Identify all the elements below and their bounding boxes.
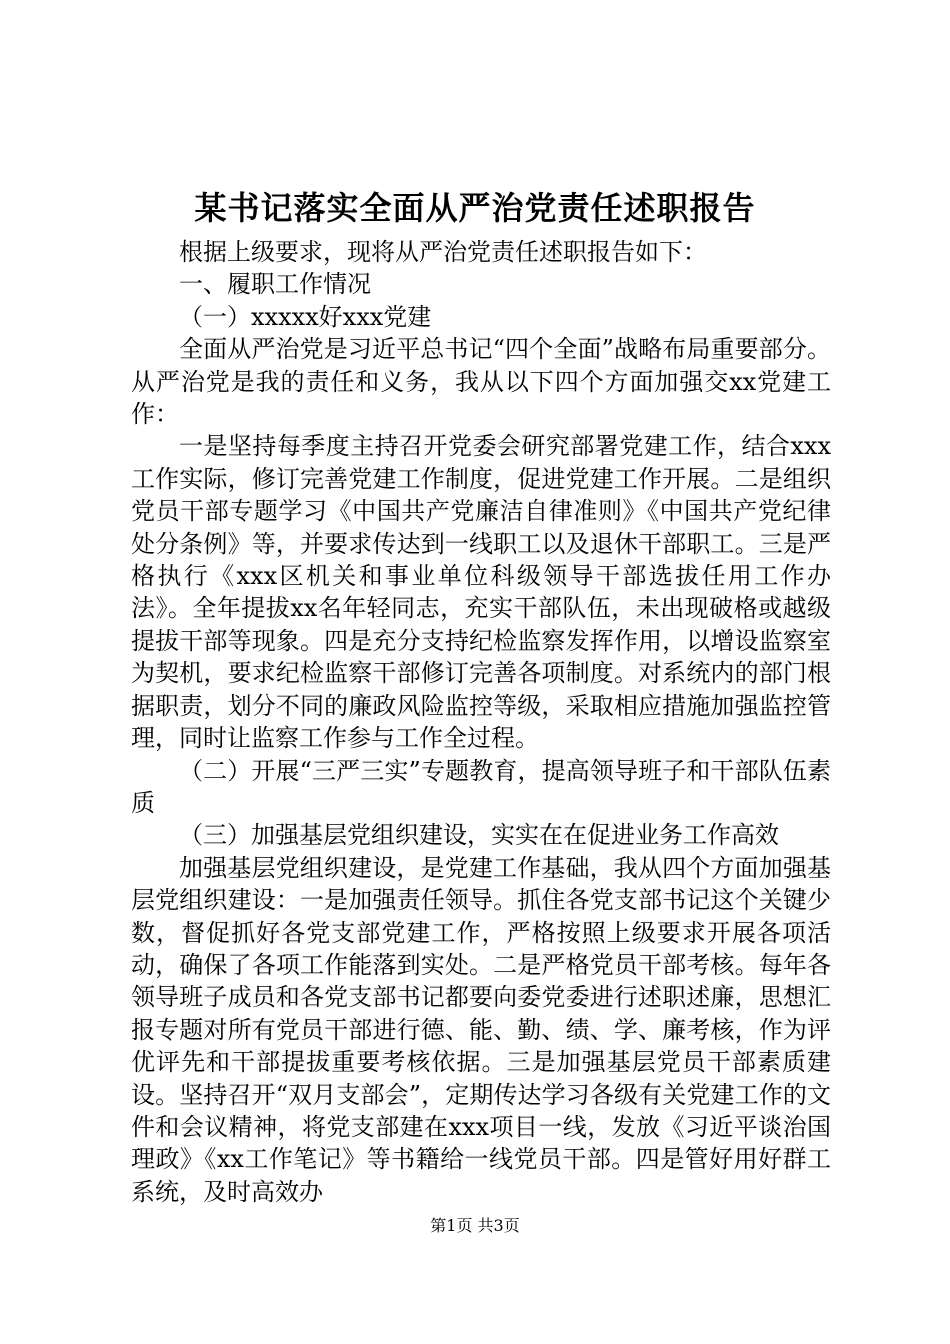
page-number: 第1页 共3页 [430,1216,520,1235]
document-body [131,236,831,1208]
section-heading: 一、履职工作情况 [179,270,371,299]
document-title: 某书记落实全面从严治党责任述职报告 [194,189,756,227]
body-paragraph: 全面从严治党是习近平总书记“四个全面”战略布局重要部分。从严治党是我的责任和义务，我从以下四个方面加强交xx党建工作： [131,335,831,429]
body-paragraph: 加强基层党组织建设，是党建工作基础，我从四个方面加强基层党组织建设：一是加强责任领导。抓住各党支部书记这个关键少数，督促抓好各党支部党建工作，严格按照上级要求开展各项活动，确保了各项工作能落到实处。二是严格党员干部考核。每年各领导班子成员和各党支部书记都要向委党委进行述职述廉，思想汇报专题对所有党员干部进行德、能、勤、绩、学、廉考核，作为评优评先和干部提拔重要考核依据。三是加强基层党员干部素质建设。坚持召开“双月支部会”，定期传达学习各级有关党建工作的文件和会议精神，将党支部建在xxx项目一线，发放《习近平谈治国理政》《xx工作笔记》等书籍给一线党员干部。四是管好用好群工系统，及时高效办 [131,853,831,1206]
body-paragraph: 一是坚持每季度主持召开党委会研究部署党建工作，结合xxx工作实际，修订完善党建工作制度，促进党建工作开展。二是组织党员干部专题学习《中国共产党廉洁自律准则》《中国共产党纪律处分条例》等，并要求传达到一线职工以及退休干部职工。三是严格执行《xxx区机关和事业单位科级领导干部选拔任用工作办法》。全年提拔xx名年轻同志，充实干部队伍，未出现破格或越级提拔干部等现象。四是充分支持纪检监察发挥作用，以增设监察室为契机，要求纪检监察干部修订完善各项制度。对系统内的部门根据职责，划分不同的廉政风险监控等级，采取相应措施加强监控管理，同时让监察工作参与工作全过程。 [131,432,831,753]
intro-paragraph: 根据上级要求，现将从严治党责任述职报告如下： [179,238,707,266]
subsection-heading: （三）加强基层党组织建设，实实在在促进业务工作高效 [179,821,779,850]
subsection-heading: （一）xxxxx好xxx党建 [179,302,432,331]
subsection-heading: （二）开展“三严三实”专题教育，提高领导班子和干部队伍素质 [131,756,831,817]
